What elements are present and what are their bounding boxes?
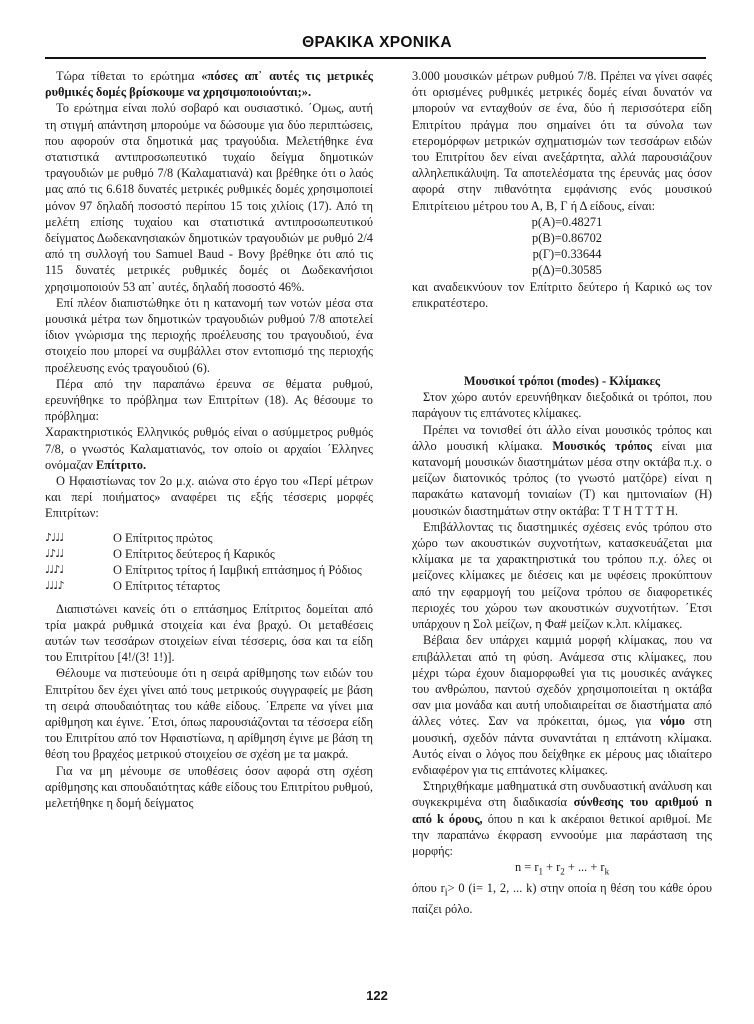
header-rule (45, 57, 706, 59)
formula-part: n = r (514, 860, 539, 875)
paragraph: Επιβάλλοντας τις διαστημικές σχέσεις ενός τρόπου στο χώρο των ακουστικών συχνοτήτων, κατασκευάζεται μια κλίμακα με τα χαρακτηριστικά του τρόπου π.χ. όλες οι μείζονες κλίμακες με διέσεις και με υφέσεις προκύπτουν από την εφαρμογή του μείζονα τρόπου σε διαφορετικές περιοχές του χώρου των ακουστικών συχνοτήτων. ΄Ετσι υπάρχουν η Σολ μείζων, η Φα# μείζων κ.λπ. κλίμακες. (412, 519, 712, 632)
paragraph (412, 778, 712, 859)
paragraph: Θέλουμε να πιστεύουμε ότι η σειρά αρίθμησης των ειδών του Επιτρίτου δεν έχει γίνει από τους μετρικούς συγγραφείς με βάση τη σειρά σπουδαιότητας του κάθε είδους. ΄Επρεπε να γίνει μια αρίθμηση και έγινε. ΄Ετσι, όπως παρουσιάζονται τα τέσσερα είδη του Επιτρίτου από τον Ηφαιστίωνα, η αρίθμηση έγινε με βάση τη θέση του βραχέος μετρικού στοιχείου σε σχέση με τα μακρά. (45, 666, 373, 762)
text: Χαρακτηριστικός Ελληνικός ρυθμός είναι ο ασύμμετρος ρυθμός 7/8, ο γνωστός Καλαματιανός, τον οποίο οι αρχαίοι ΄Ελληνες ονόμαζαν (45, 425, 373, 472)
paragraph: Για να μη μένουμε σε υποθέσεις όσον αφορά στη σχέση αρίθμησης και σπουδαιότητας κάθε είδους του Επιτρίτου ρυθμού, μελετήθηκε η δομή δείγματος (45, 763, 373, 810)
paragraph (45, 68, 373, 100)
probability-value: p(Γ)=0.33644 (532, 247, 602, 262)
paragraph (45, 424, 373, 473)
right-column (412, 68, 712, 918)
list-item (45, 530, 373, 546)
music-notes-icon: ♩♩♪♩ (45, 563, 64, 577)
paragraph: Ο Ηφαιστίωνας τον 2ο μ.χ. αιώνα στο έργο του «Περί μέτρων και περί ποιήματος» αναφέρει τις εξής τέσσερις μορφές Επιτρίτων: (45, 474, 373, 521)
bold-question: «πόσες απ᾽ αυτές τις μετρικές ρυθμικές δομές βρίσκουμε να χρησιμοποιούνται;». (45, 69, 373, 100)
left-column (45, 68, 373, 811)
paragraph: και αναδεικνύουν τον Επίτριτο δεύτερο ή Καρικό ως τον επικρατέστερο. (412, 279, 712, 310)
formula-part: + r (542, 860, 561, 875)
bold-term: σύνθεσης του αριθμού n από k όρους, (412, 795, 712, 826)
section-heading: Μουσικοί τρόποι (modes) - Κλίμακες (463, 374, 661, 389)
bold-term: Επίτριτο. (96, 457, 147, 472)
text: είναι μια κατανομή μουσικών διαστημάτων μέσα στην οκτάβα π.χ. ο μείζων διατονικός τρόπος (το γνωστό ματζόρε) είναι η παρακάτω κατανομή τονιαίων (Τ) και ημιτονιαίων (Η) μουσικών διαστημάτων στην οκτάβα: Τ Τ Η Τ Τ Τ Η. (412, 438, 712, 518)
paragraph (412, 880, 712, 918)
journal-title: ΘΡΑΚΙΚΑ ΧΡΟΝΙΚΑ (302, 34, 452, 51)
music-notes-icon: ♪♩♩♩ (45, 530, 64, 544)
text: > 0 (i= 1, 2, ... k) στην οποία η θέση του κάθε όρου παίζει ρόλο. (412, 880, 712, 917)
probability-list (412, 214, 712, 279)
form-label: Ο Επίτριτος τέταρτος (113, 579, 220, 594)
probability-value: p(A)=0.48271 (531, 214, 603, 229)
paragraph: Πέρα από την παραπάνω έρευνα σε θέματα ρυθμού, ερευνήθηκε το πρόβλημα των Επιτρίτων (18). Ας θέσουμε το πρόβλημα: (45, 376, 373, 424)
subscript: i (444, 887, 448, 899)
text: Στηριχθήκαμε μαθηματικά στη συνδυαστική ανάλυση και συγκεκριμένα στη διαδικασία (412, 779, 712, 810)
text: στη μουσική, σχεδόν πάντα συναντάται η επτάνοτη κλίμακα. Αυτός είναι ο λόγος που δείχθηκε εκ μέρους μας ιδιαίτερο ενδιαφέρον για τις επτάνοτες κλίμακες. (412, 714, 712, 777)
music-notes-icon: ♩♩♩♪ (45, 579, 64, 593)
form-label: Ο Επίτριτος δεύτερος ή Καρικός (113, 546, 275, 561)
paragraph: Το ερώτημα είναι πολύ σοβαρό και ουσιαστικό. ΄Ομως, αυτή τη στιγμή απάντηση μπορούμε να δώσουμε για δύο περιπτώσεις, που αφορούν στα δημοτικά μας τραγούδια. Μελετήθηκε ένα στατιστικά αντιπροσωπευτικό τυχαίο δείγμα δημοτικών τραγουδιών με ρυθμό 7/8 (Καλαματιανά) και βρέθηκε ότι ο λαός μας από τις 6.618 δυνατές μετρικές ρυθμικές δομές χρησιμοποιεί μόνον 97 δηλαδή ποσοστό περίπου 15 τοις χιλίοις (17). Από τη μελέτη επίσης τυχαίου και στατιστικά αντιπροσωπευτικού δείγματος Δωδεκανησιακών δημοτικών τραγουδιών με ρυθμό 2/4 από τη συλλογή του Samuel Baud - Bovy βρέθηκε ότι από τις 115 δυνατές μετρικές ρυθμικές δομές οι Δωδεκανήσιοι χρησιμοποιούν 53 απ᾽ αυτές, δηλαδή ποσοστό 46%. (45, 101, 373, 294)
subscript: k (604, 866, 610, 877)
text: Βέβαια δεν υπάρχει καμμιά μορφή κλίμακας, που να επιβάλλεται από τη φύση. Ανάμεσα στις κλίμακες, που μέχρι τώρα έχουν διαμορφωθεί για τις μουσικές ανάγκες του ανθρώπου, παντού σχεδόν χρησιμοποιείται η οκτάβα σαν μια μονάδα και αυτή υποδιαιρείται σε διαστήματα από άλλες νότες. Σαν να πρόκειται, όμως, για (412, 633, 712, 729)
paragraph (412, 632, 712, 778)
epitritos-forms-list (45, 530, 373, 595)
formula-part: + ... + r (564, 860, 605, 875)
bold-term: νόμο (659, 714, 685, 729)
paragraph: Επί πλέον διαπιστώθηκε ότι η κατανομή των νοτών μέσα στα μουσικά μέτρα των δημοτικών τραγουδιών ρυθμού 7/8 αποτελεί ίδιον γνώρισμα της περιοχής προέλευσης του τραγουδιού, ένα στοιχείο που μπορεί να συμβάλλει στον εντοπισμό της περιοχής προέλευσης ενός τραγουδιού (6). (45, 295, 373, 375)
formula (412, 859, 712, 880)
paragraph (412, 422, 712, 519)
page-number: 122 (366, 988, 388, 1003)
list-item (45, 578, 373, 594)
form-label: Ο Επίτριτος πρώτος (113, 530, 213, 545)
probability-value: p(Δ)=0.30585 (532, 263, 602, 278)
form-label: Ο Επίτριτος τρίτος ή Ιαμβική επτάσημος ή Ρόδιος (113, 563, 362, 578)
text: Πρέπει να τονισθεί ότι άλλο είναι μουσικός τρόπος και άλλο μουσική κλίμακα. (412, 422, 712, 453)
text: όπου n και k ακέραιοι θετικοί αριθμοί. Με την παραπάνω έκφραση εννοούμε μια παράσταση της μορφής: (412, 811, 712, 858)
subscript: 1 (538, 866, 543, 877)
paragraph: Διαπιστώνει κανείς ότι ο επτάσημος Επίτριτος δομείται από τρία μακρά ρυθμικά στοιχεία και ένα βραχύ. Οι μεταθέσεις αυτών των τεσσάρων στοιχείων είναι τέσσερις, όσα και τα είδη του Επιτρίτου [4!/(3! 1!)]. (45, 601, 373, 665)
list-item (45, 546, 373, 562)
probability-value: p(B)=0.86702 (532, 231, 602, 246)
text: Τώρα τίθεται το ερώτημα (56, 69, 202, 83)
subscript: 2 (560, 866, 565, 877)
list-item (45, 562, 373, 578)
music-notes-icon: ♩♪♩♩ (45, 546, 64, 560)
bold-term: Μουσικός τρόπος (552, 438, 652, 453)
text: όπου r (412, 880, 445, 895)
spacer (412, 311, 712, 373)
paragraph: 3.000 μουσικών μέτρων ρυθμού 7/8. Πρέπει να γίνει σαφές ότι ορισμένες ρυθμικές μετρικές δομές είναι δυνατόν να μπορούν να ενταχθούν σε ένα, δύο ή περισσότερα είδη Επιτρίτου πράγμα που σημαίνει ότι τα σύνολα των ετερομόρφων μετρικών σχηματισμών των τεσσάρων ειδών του Επιτρίτου δεν είναι ανεξάρτητα, αλλά παρουσιάζουν αλληλεπικάλυψη. Τα αποτελέσματα της έρευνάς μας όσον αφορά στην πιθανότητα εμφάνισης ενός μουσικού Επιτρίτειου μέτρου του Α, Β, Γ ή Δ είδους, είναι: (412, 69, 712, 213)
paragraph: Στον χώρο αυτόν ερευνήθηκαν διεξοδικά οι τρόποι, που παράγουν τις επτάνοτες κλίμακες. (412, 390, 712, 421)
